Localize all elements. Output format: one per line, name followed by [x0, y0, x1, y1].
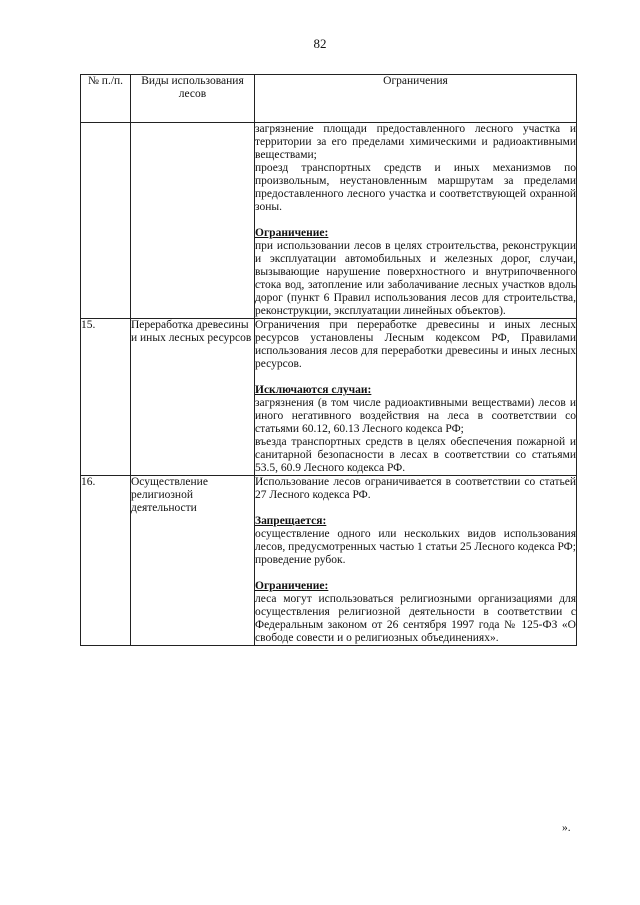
restriction-paragraph: леса могут использоваться религиозными организациями для осуществления религиозной деятельности в соответствии с Федеральным законом от 26 сентября 1997 года № 125-ФЗ «О свободе совести и о религиозных объединениях».: [255, 593, 576, 644]
table-header-row: [81, 75, 577, 123]
restriction-paragraph: при использовании лесов в целях строительства, реконструкции и эксплуатации автомобильных и железных дорог, случаи, вызывающие нарушение поверхностного и внутрипочвенного стока вод, затопление или заболачивание лесных участков вдоль дорог (пункт 6 Правил использования лесов для строительства, реконструкции, эксплуатации линейных объектов).: [255, 240, 576, 317]
restrictions-table: [80, 74, 577, 646]
row-forest-use-kind: Осуществление религиозной деятельности: [131, 476, 255, 646]
header-num: № п./п.: [81, 75, 131, 123]
paragraph-gap: [255, 567, 576, 580]
row-number: 15.: [81, 319, 131, 476]
table-row: [81, 123, 577, 319]
restriction-paragraph: загрязнения (в том числе радиоактивными веществами) лесов и иного негативного воздействия на леса в соответствии со статьями 60.12, 60.13 Лесного кодекса РФ;: [255, 397, 576, 435]
closing-quote-mark: ».: [562, 822, 571, 834]
restriction-heading: Ограничение:: [255, 580, 329, 592]
restriction-paragraph: загрязнение площади предоставленного лесного участка и территории за его пределами химическими и радиоактивными веществами;: [255, 123, 576, 161]
paragraph-gap: [255, 502, 576, 515]
restriction-paragraph: проезд транспортных средств и иных механизмов по произвольным, неустановленным маршрутам за пределами предоставленного лесного участка и соответствующей охранной зоны.: [255, 162, 576, 213]
restriction-paragraph: Ограничения при переработке древесины и иных лесных ресурсов установлены Лесным кодексом РФ, Правилами использования лесов для переработки древесины и иных лесных ресурсов.: [255, 319, 576, 370]
row-restrictions: [255, 476, 577, 646]
restriction-paragraph: въезда транспортных средств в целях обеспечения пожарной и санитарной безопасности в лесах в соответствии со статьями 53.5, 60.9 Лесного кодекса РФ.: [255, 436, 576, 474]
header-kind: Виды использования лесов: [131, 75, 255, 123]
row-restrictions: [255, 123, 577, 319]
paragraph-gap: [255, 214, 576, 227]
restriction-heading: Запрещается:: [255, 515, 327, 527]
restriction-paragraph: Использование лесов ограничивается в соответствии со статьей 27 Лесного кодекса РФ.: [255, 476, 576, 501]
page-number: 82: [313, 36, 327, 51]
table-row: [81, 476, 577, 646]
row-restrictions: [255, 319, 577, 476]
row-forest-use-kind: [131, 123, 255, 319]
paragraph-gap: [255, 371, 576, 384]
restriction-heading: Ограничение:: [255, 227, 329, 239]
header-restriction: Ограничения: [255, 75, 577, 123]
row-forest-use-kind: Переработка древесины и иных лесных ресурсов: [131, 319, 255, 476]
restriction-heading: Исключаются случаи:: [255, 384, 372, 396]
restriction-paragraph: проведение рубок.: [255, 554, 346, 566]
row-number: 16.: [81, 476, 131, 646]
table-row: [81, 319, 577, 476]
row-number: [81, 123, 131, 319]
restriction-paragraph: осуществление одного или нескольких видов использования лесов, предусмотренных частью 1 статьи 25 Лесного кодекса РФ;: [255, 528, 576, 553]
